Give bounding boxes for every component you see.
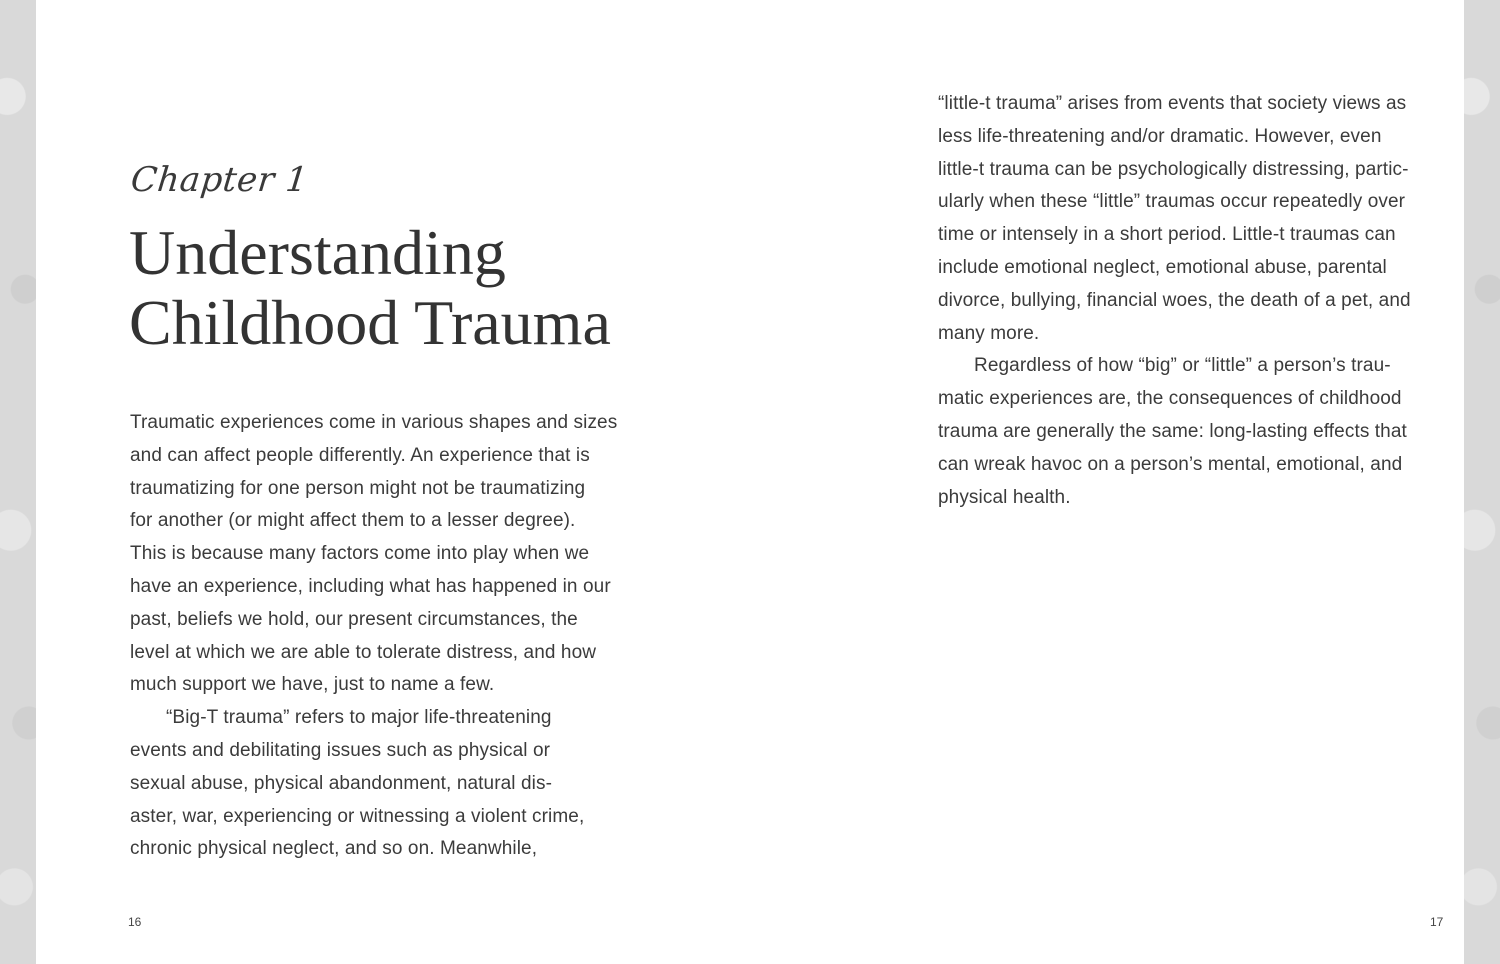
- page-number-right: 17: [1430, 915, 1444, 929]
- right-page-edge: [1464, 0, 1500, 964]
- body-line: This is because many factors come into play when we: [130, 543, 590, 565]
- chapter-title: [129, 218, 611, 358]
- body-line: can wreak havoc on a person’s mental, emotional, and: [938, 453, 1403, 475]
- body-line: for another (or might affect them to a lesser degree).: [130, 510, 576, 532]
- body-line: level at which we are able to tolerate distress, and how: [130, 641, 597, 663]
- body-line: less life-threatening and/or dramatic. However, even: [938, 125, 1382, 147]
- body-line: and can affect people differently. An experience that is: [130, 444, 590, 466]
- body-line: Regardless of how “big” or “little” a person’s trau-: [974, 355, 1391, 377]
- right-page-body: [938, 88, 1458, 514]
- body-line: include emotional neglect, emotional abuse, parental: [938, 256, 1387, 278]
- left-page-body: [130, 407, 650, 866]
- body-line: matic experiences are, the consequences of childhood: [938, 388, 1402, 410]
- body-line: little-t trauma can be psychologically distressing, partic-: [938, 158, 1409, 180]
- body-line: sexual abuse, physical abandonment, natural dis-: [130, 772, 553, 794]
- body-line: Traumatic experiences come in various shapes and sizes: [130, 412, 618, 433]
- body-line: much support we have, just to name a few.: [130, 674, 495, 696]
- body-line: physical health.: [938, 486, 1071, 508]
- chapter-label: Chapter 1: [128, 160, 311, 200]
- body-line: many more.: [938, 322, 1040, 344]
- body-line: chronic physical neglect, and so on. Meanwhile,: [130, 838, 538, 860]
- body-line: aster, war, experiencing or witnessing a violent crime,: [130, 805, 585, 827]
- body-line: events and debilitating issues such as physical or: [130, 739, 551, 761]
- body-line: time or intensely in a short period. Little-t traumas can: [938, 224, 1396, 246]
- book-spread: [36, 0, 1464, 964]
- body-line: “Big-T trauma” refers to major life-threatening: [166, 707, 552, 729]
- body-line: “little-t trauma” arises from events that society views as: [938, 93, 1407, 114]
- body-line: ularly when these “little” traumas occur repeatedly over: [938, 191, 1406, 213]
- chapter-title-line: Childhood Trauma: [129, 287, 611, 358]
- body-line: have an experience, including what has happened in our: [130, 575, 611, 597]
- body-line: trauma are generally the same: long-lasting effects that: [938, 420, 1407, 442]
- body-line: past, beliefs we hold, our present circumstances, the: [130, 608, 578, 630]
- body-line: divorce, bullying, financial woes, the death of a pet, and: [938, 289, 1411, 311]
- body-line: traumatizing for one person might not be traumatizing: [130, 477, 586, 499]
- page-number-left: 16: [128, 915, 142, 929]
- left-page-edge: [0, 0, 36, 964]
- chapter-title-line: Understanding: [129, 217, 506, 288]
